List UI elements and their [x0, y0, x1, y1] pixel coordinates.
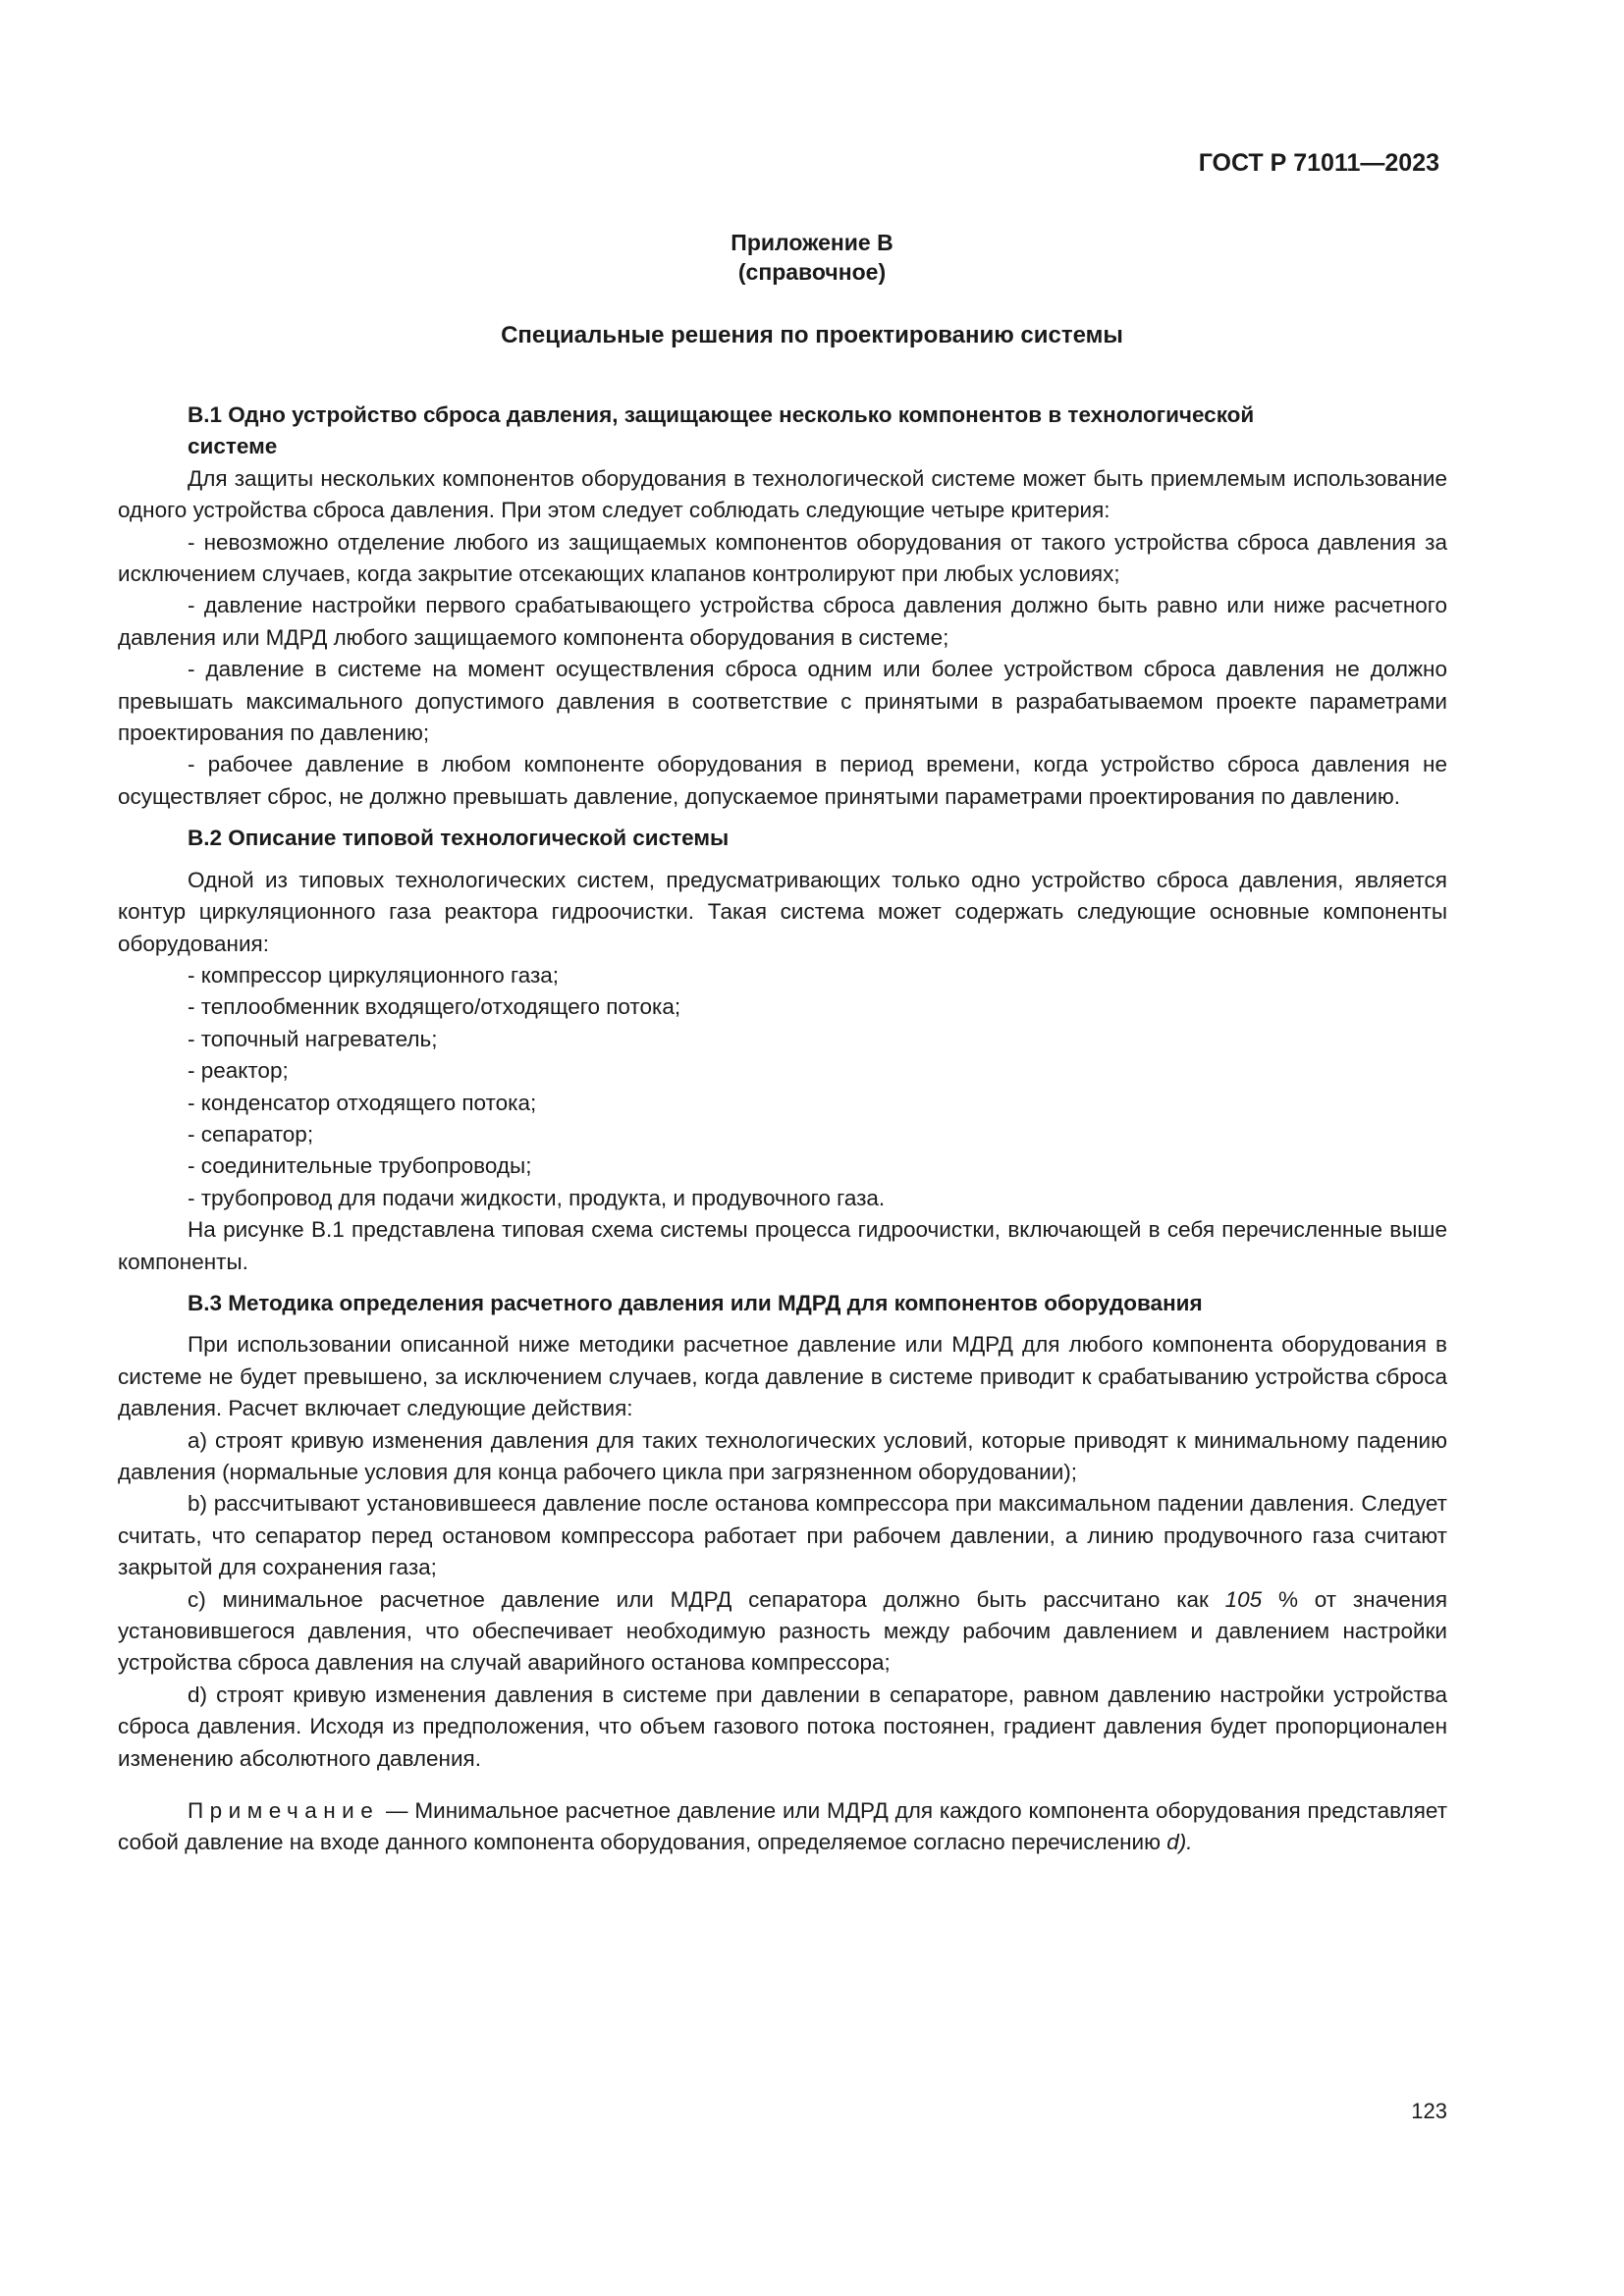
section-b3-heading: В.3 Методика определения расчетного давления или МДРД для компонентов оборудования: [188, 1290, 1203, 1315]
step-d: d) строят кривую изменения давления в системе при давлении в сепараторе, равном давлению настройки устройства сброса давления. Исходя из предположения, что объем газового потока постоянен, градиент давления будет пропорционален изменению абсолютного давления.: [118, 1682, 1447, 1771]
document-body: [118, 400, 1447, 1859]
list-item: - соединительные трубопроводы;: [188, 1153, 532, 1179]
list-item: - теплообменник входящего/отходящего потока;: [188, 994, 681, 1020]
criterion-3: - давление в системе на момент осуществления сброса одним или более устройством сброса давления не должно превышать максимального допустимого давления в соответствие с принятыми в разрабатываемом проекте параметрами проектирования по давлению;: [118, 657, 1447, 746]
step-c-text-cont: % от значения установившегося давления, что обеспечивает необходимую разность между рабочим давлением и давлением настройки устройства сброса давления на случай аварийного останова компрессора;: [118, 1586, 1447, 1676]
step-c: [118, 1584, 1447, 1680]
step-c-percent-value: 105: [1224, 1586, 1263, 1612]
criterion-1: - невозможно отделение любого из защищаемых компонентов оборудования от такого устройства сброса давления за исключением случаев, когда закрытие отсекающих клапанов контролируют при любых условиях;: [118, 529, 1447, 587]
list-item: - трубопровод для подачи жидкости, продукта, и продувочного газа.: [188, 1185, 886, 1210]
section-b1-intro: Для защиты нескольких компонентов оборудования в технологической системе может быть приемлемым использование одного устройства сброса давления. При этом следует соблюдать следующие четыре критерия:: [118, 465, 1447, 523]
criterion-2: - давление настройки первого срабатывающего устройства сброса давления должно быть равно или ниже расчетного давления или МДРД любого защищаемого компонента оборудования в системе;: [118, 593, 1447, 650]
note-lead: Примечание: [188, 1798, 380, 1824]
step-c-text: c) минимальное расчетное давление или МДРД сепаратора должно быть рассчитано как: [188, 1586, 1225, 1612]
list-item: - компрессор циркуляционного газа;: [188, 962, 560, 988]
list-item: - топочный нагреватель;: [188, 1026, 438, 1051]
step-a: a) строят кривую изменения давления для таких технологических условий, которые приводят к минимальному падению давления (нормальные условия для конца рабочего цикла при загрязненном оборудовании);: [118, 1427, 1447, 1484]
section-b1-heading: В.1 Одно устройство сброса давления, защищающее несколько компонентов в технологической: [188, 402, 1255, 427]
section-b2-heading: В.2 Описание типовой технологической системы: [188, 826, 730, 851]
note-ref: d).: [1166, 1830, 1193, 1855]
appendix-type: (справочное): [737, 259, 887, 285]
list-item: - сепаратор;: [188, 1121, 314, 1147]
note: [118, 1795, 1447, 1859]
appendix-header: [0, 228, 1624, 287]
list-item: - реактор;: [188, 1058, 289, 1084]
appendix-title: Приложение В: [731, 230, 893, 255]
page-number: 123: [1411, 2099, 1447, 2123]
criterion-4: - рабочее давление в любом компоненте оборудования в период времени, когда устройство сброса давления не осуществляет сброс, не должно превышать давление, допускаемое принятыми параметрами проектирования по давлению.: [118, 752, 1447, 809]
section-b2-figure-ref: На рисунке В.1 представлена типовая схема системы процесса гидроочистки, включающей в себя перечисленные выше компоненты.: [118, 1217, 1447, 1274]
document-title: Специальные решения по проектированию системы: [501, 322, 1123, 348]
section-b3-intro: При использовании описанной ниже методики расчетное давление или МДРД для любого компонента оборудования в системе не будет превышено, за исключением случаев, когда давление в системе приводит к срабатыванию устройства сброса давления. Расчет включает следующие действия:: [118, 1332, 1447, 1421]
standard-number: ГОСТ Р 71011—2023: [1198, 149, 1439, 177]
section-b1-heading-cont: системе: [188, 434, 278, 459]
step-b: b) рассчитывают установившееся давление после останова компрессора при максимальном падении давления. Следует считать, что сепаратор перед остановом компрессора работает при рабочем давлении, а линию продувочного газа считают закрытой для сохранения газа;: [118, 1491, 1447, 1580]
list-item: - конденсатор отходящего потока;: [188, 1090, 537, 1115]
note-text: — Минимальное расчетное давление или МДРД для каждого компонента оборудования представляет собой давление на входе данного компонента оборудования, определяемое согласно перечислению: [118, 1798, 1447, 1855]
section-b2-intro: Одной из типовых технологических систем, предусматривающих только одно устройство сброса давления, является контур циркуляционного газа реактора гидроочистки. Такая система может содержать следующие основные компоненты оборудования:: [118, 867, 1447, 956]
